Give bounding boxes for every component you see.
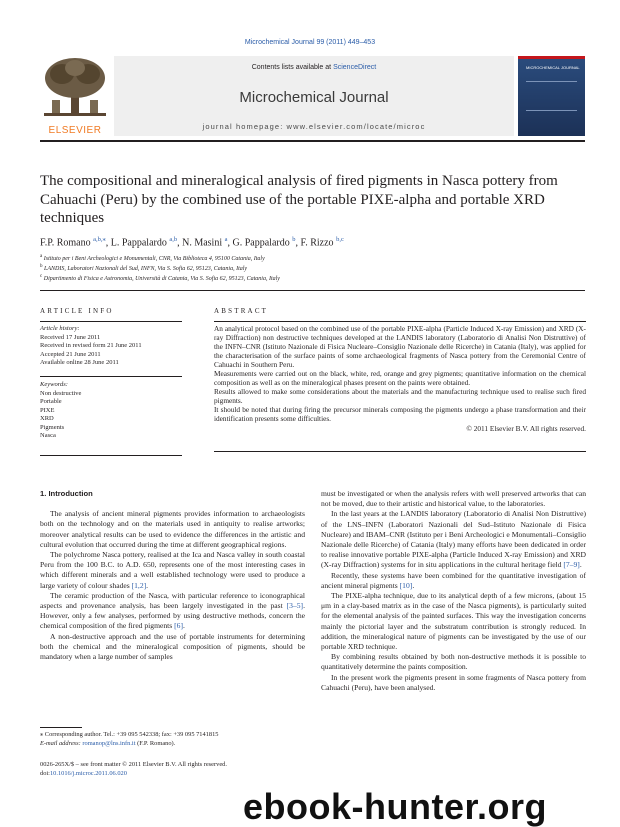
author-name: G. Pappalardo [232,237,290,249]
keyword: Pigments [40,423,65,431]
article-title: The compositional and mineralogical analysis of fired pigments in Nasca pottery from Cahuachi (Peru) by the combined use of the portable PIXE-alpha and portable XRD techniques [40,173,558,226]
body-paragraph: The ceramic production of the Nasca, with particular reference to iconographical aspects and provenance analysis, has been largely investigated in the past [3–5]. However, only a few analyses, performed by using destructive methods, concern the chemical composition of the fired pigments [6]. [40,590,305,631]
masthead-center [114,56,514,136]
author-affiliation-mark[interactable]: a,b,⁎ [93,236,106,243]
author-affiliation-mark[interactable]: b,c [336,236,344,243]
abstract-copyright: © 2011 Elsevier B.V. All rights reserved. [466,424,586,433]
author-name: F.P. Romano [40,237,91,249]
body-paragraph: A non-destructive approach and the use of portable instruments for determining both the chemical and the mineralogical composition of pigments, should be mandatory when a large number of samples [40,631,305,662]
abstract-body [214,324,586,433]
author-email-link[interactable]: romanop@lns.infn.it [82,739,136,747]
keywords-bottom-rule [40,455,182,456]
keyword: PIXE [40,406,55,414]
abstract-bottom-rule [214,451,586,452]
keyword: XRD [40,415,54,422]
contents-available-line [114,64,514,71]
section-heading-introduction: 1. Introduction [40,489,93,498]
author-separator: , [227,237,233,249]
corresponding-author-footnote: ⁎ Corresponding author. Tel.: +39 095 542338; fax: +39 095 7141815 E-mail address: romanop@lns.infn.it (F.P. Romano). [40,731,219,747]
affiliation-c: $^c$ Dipartimento di Fisica e Astronomia, Università di Catania, Via S. Sofia 62, 95123, Catania, Italy [40,274,280,282]
body-left-column [40,489,305,662]
contents-prefix: Contents lists available at [251,64,334,71]
journal-homepage-link[interactable]: journal homepage: www.elsevier.com/locate/microc [202,122,426,131]
article-info-heading: ARTICLE INFO [40,307,114,315]
article-history [40,325,182,368]
author-affiliation-mark[interactable]: a [224,236,228,243]
elsevier-tree-icon [40,56,110,118]
keywords-label: Keywords: [40,381,68,388]
author-affiliation-mark[interactable]: a,b [169,236,178,243]
body-paragraph: The polychrome Nasca pottery, realised at the Ica and Nasca valley in south coastal Peru from the 100 B.C. to A.D. 650, represents one of the most interesting cases in which different minerals and a well established technology were used to produce a large variety of colour shades [1,2]. [40,550,305,590]
keyword: Nasca [40,432,56,439]
citation-link[interactable]: [7–9] [563,560,580,570]
journal-masthead [40,56,585,136]
body-right-column [321,489,586,693]
copyright-block: 0026-265X/$ – see front matter © 2011 Elsevier B.V. All rights reserved. doi:10.1016/j.microc.2011.06.020 [40,761,305,778]
cover-title: MICROCHEMICAL JOURNAL [526,65,580,70]
journal-citation[interactable]: Microchemical Journal 99 (2011) 449–453 [244,39,376,46]
abstract-top-rule [214,321,586,322]
author-list [40,235,588,248]
history-accepted: Accepted 21 June 2011 [40,350,101,358]
masthead-rule [40,140,585,142]
doi-link[interactable]: 10.1016/j.microc.2011.06.020 [49,769,127,777]
footnote-mark: ⁎ [40,731,44,738]
article-info-rule [40,321,182,322]
body-paragraph: The PIXE-alpha technique, due to its analytical depth of a few microns, (about 15 μm in a clay-based matrix as in the case of the Nasca pigments), is particularly suited for the elemental analysis of the painted surfaces. This way the investigation concerns mainly the pictorial layer and the substratum contribution is strongly reduced. In addition, the mineralogical nature of pigments can be investigated by the use of our portable XRD technique. [321,591,586,652]
citation-link[interactable]: [6] [174,621,183,631]
body-paragraph: must be investigated or when the analysis refers with well preserved artworks that can not be moved, due to their artistic and historical value, to the laboratories. [321,489,586,509]
body-paragraph: In the present work the pigments present in some fragments of Nasca pottery from Cahuachi (Peru), have been analysed. [321,672,586,692]
affiliation-a: $^a$ Istituto per i Beni Archeologici e Monumentali, CNR, Via Biblioteca 4, 95100 Catania, Italy [40,254,265,262]
journal-title: Microchemical Journal [239,89,389,106]
body-paragraph: The analysis of ancient mineral pigments provides information to archaeologists both on the technology and on the materials used in antiquity to realise artworks; moreover analytical results can be used to evidence the differences in the artistic and cultural evolution that occurred during the time at different geographical regions. [40,509,305,549]
affiliation-b: $^b$ LANDIS, Laboratori Nazionali del Sud, INFN, Via S. Sofia 62, 95123, Catania, Italy [40,264,248,272]
affiliation-rule [40,290,585,291]
elsevier-wordmark: ELSEVIER [48,125,102,136]
abstract-paragraph: Measurements were carried out on the black, white, red, orange and grey pigments; quantitative information on the chemical composition as well as on the mineralogical phases present on the paints were obtained. [214,369,586,387]
author-separator: , [105,237,111,249]
front-matter-line: 0026-265X/$ – see front matter © 2011 Elsevier B.V. All rights reserved. [40,761,227,768]
body-paragraph: By combining results obtained by both non-destructive methods it is possible to quantitatively determine the paints composition. [321,652,586,672]
footnote-rule [40,727,82,728]
author-separator: , [177,237,183,249]
watermark-text: ebook-hunter.org [243,786,547,827]
journal-cover-thumbnail[interactable] [518,56,585,136]
citation-link[interactable]: [10] [399,580,413,590]
author-name: L. Pappalardo [110,237,167,249]
history-online: Available online 28 June 2011 [40,359,119,366]
author-separator: , [295,237,301,249]
history-revised: Received in revised form 21 June 2011 [40,342,142,349]
author-affiliation-mark[interactable]: b [292,236,296,243]
abstract-paragraph: Results allowed to make some considerations about the materials and the manufacturing technique used to realise such fired pigments. [214,387,586,405]
body-paragraph: Recently, these systems have been combined for the quantitative investigation of ancient mineral pigments [10]. [321,570,586,590]
cover-decoration [526,81,577,111]
abstract-heading: ABSTRACT [214,307,269,315]
keywords [40,381,182,441]
keyword: Non destructive [40,389,82,397]
elsevier-logo[interactable] [40,56,110,136]
abstract-paragraph: It should be noted that during firing the precursor minerals composing the pigments undergo a phase transformation and their identification presents some difficulties. [214,405,586,423]
author-name: F. Rizzo [300,237,334,249]
keywords-rule [40,376,182,377]
history-label: Article history: [40,325,80,332]
keyword: Portable [40,398,62,405]
author-name: N. Masini [182,237,223,249]
citation-link[interactable]: [3–5] [286,601,304,611]
sciencedirect-link[interactable]: ScienceDirect [333,64,377,71]
abstract-paragraph: An analytical protocol based on the combined use of the portable PIXE-alpha (Particle Induced X-ray Emission) and XRD (X-ray Diffraction) non destructive techniques developed at the LANDIS laboratory (Laboratorio di Analisi Non Distruttive) of the INFN–CNR (Istituto Nazionale di Fisica Nucleare–Consiglio Nazionale delle Ricerche) in Catania (Italy), was applied for the characterisation of the surface paints of some archaeological fragments of Nasca pottery from the Ceremonial Centre of Cahuachi in Southern Peru. [214,324,586,369]
citation-link[interactable]: [1,2] [131,580,147,590]
history-received: Received 17 June 2011 [40,333,101,341]
body-paragraph: In the last years at the LANDIS laboratory (Laboratorio di Analisi Non Distruttive) of the LNS–INFN (Laboratori Nazionali del Sud–Istituto Nazionale di Fisica Nucleare) and IBAM–CNR (Istituto per i Beni Archeologici e Monumentali–Consiglio Nazionale delle Ricerche) of Catania (Italy) many efforts have been dedicated in order to realise innovative portable PIXE-alpha (Particle Induced X-ray Emission) and XRD (X-ray Diffraction) systems for in situ applications in the cultural heritage field [7–9]. [321,509,586,570]
